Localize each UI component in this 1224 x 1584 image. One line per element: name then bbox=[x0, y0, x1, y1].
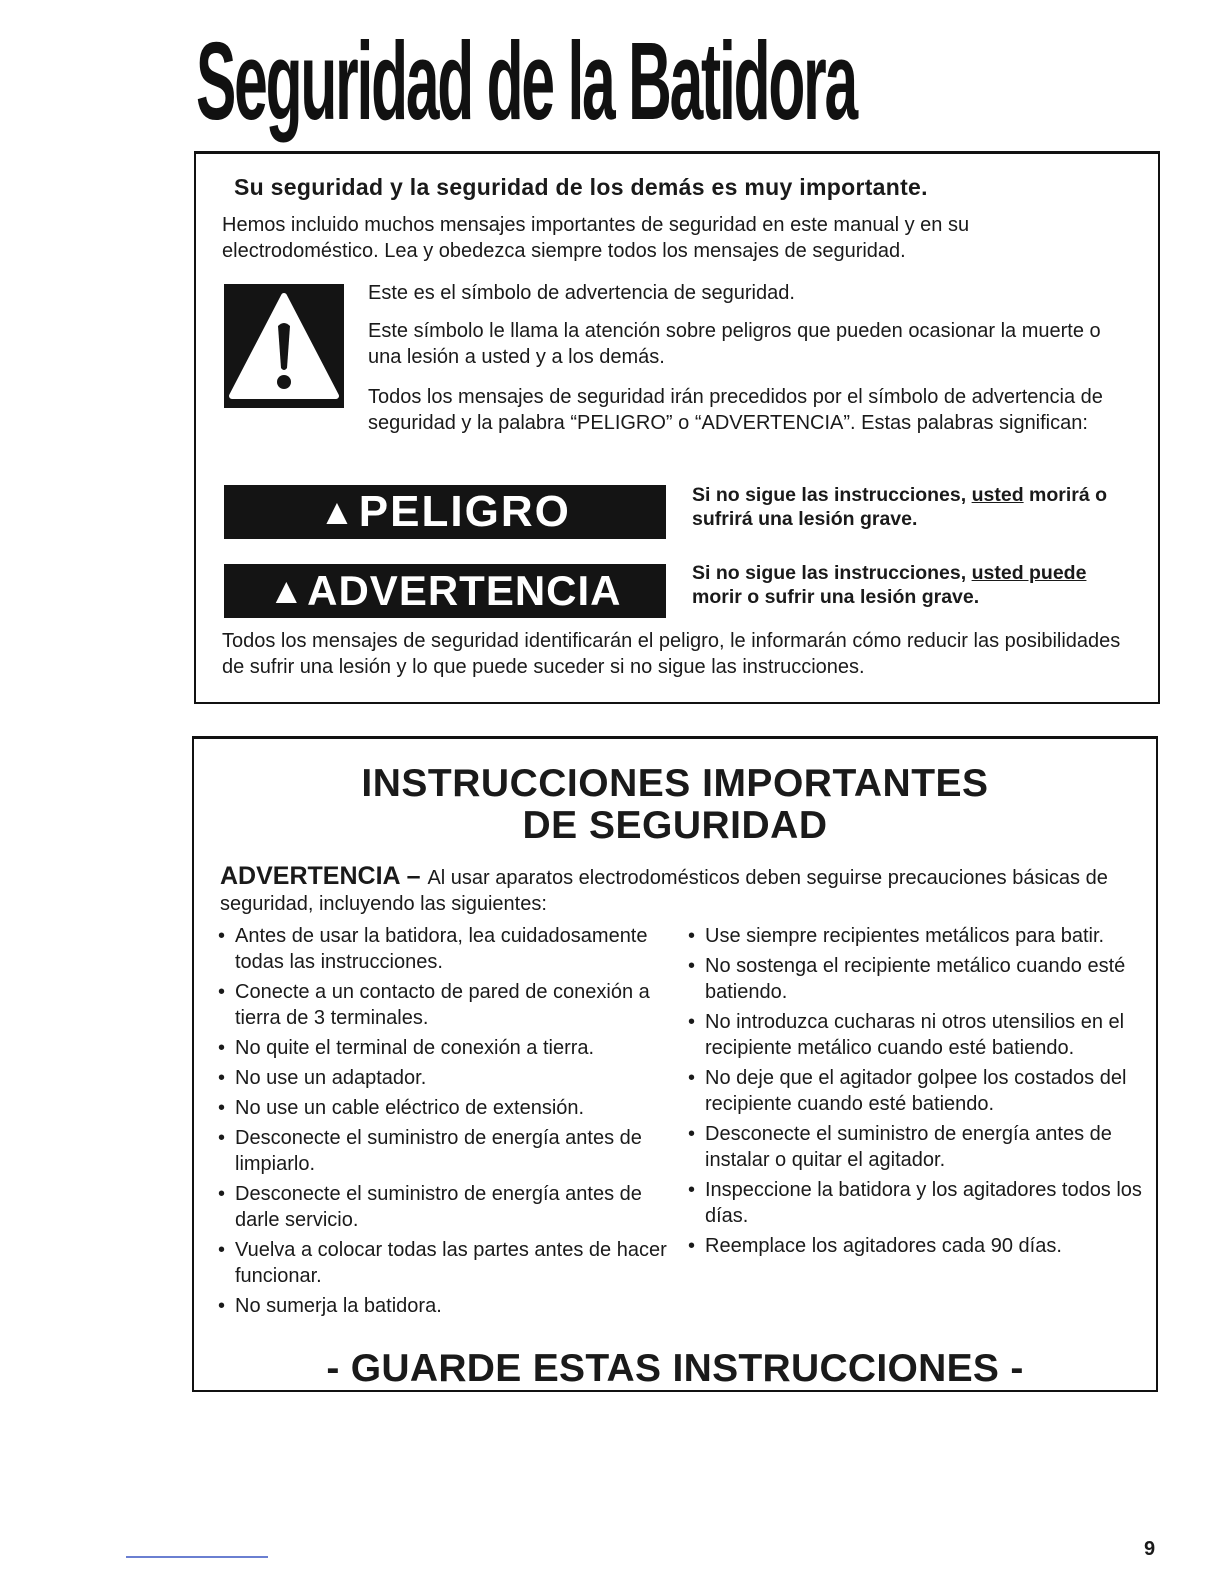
symbol-description-3: Todos los mensajes de seguridad irán precedidos por el símbolo de advertencia de seguridad y la palabra “PELIGRO” o “ADVERTENCIA”. Estas palabras significan: bbox=[368, 386, 1103, 434]
save-instructions-banner: - GUARDE ESTAS INSTRUCCIONES - bbox=[326, 1347, 1024, 1390]
list-item: • No sumerja la batidora. bbox=[218, 1293, 674, 1319]
list-item: • No quite el terminal de conexión a tierra. bbox=[218, 1035, 674, 1061]
lead-warning-word: ADVERTENCIA bbox=[220, 862, 400, 890]
list-item: • Conecte a un contacto de pared de conexión a tierra de 3 terminales. bbox=[218, 979, 674, 1031]
warning-message-start: Si no sigue las instrucciones, bbox=[692, 562, 972, 584]
list-item: • Reemplace los agitadores cada 90 días. bbox=[688, 1233, 1148, 1259]
symbol-description-2: Este símbolo le llama la atención sobre peligros que pueden ocasionar la muerte o una lesión a usted y a los demás. bbox=[368, 320, 1101, 368]
warning-signal-banner bbox=[224, 564, 666, 618]
important-instructions-box bbox=[192, 736, 1158, 1392]
warning-message-end: morir o sufrir una lesión grave. bbox=[692, 586, 980, 608]
list-item: • No use un cable eléctrico de extensión. bbox=[218, 1095, 674, 1121]
safety-footer: Todos los mensajes de seguridad identificarán el peligro, le informarán cómo reducir las posibilidades de sufrir una lesión y lo que puede suceder si no sigue las instrucciones. bbox=[222, 630, 1121, 678]
list-item: • Desconecte el suministro de energía antes de limpiarlo. bbox=[218, 1125, 674, 1177]
warning-label: ADVERTENCIA bbox=[307, 567, 622, 614]
danger-label: PELIGRO bbox=[358, 487, 571, 536]
danger-message-underlined: usted bbox=[971, 484, 1024, 506]
list-item: • Desconecte el suministro de energía antes de instalar o quitar el agitador. bbox=[688, 1121, 1148, 1173]
danger-signal-banner bbox=[224, 485, 666, 539]
warning-triangle-icon: ▲ bbox=[319, 491, 357, 532]
instructions-list-right bbox=[688, 923, 1148, 1263]
instructions-list-left bbox=[218, 923, 674, 1323]
list-item: • Use siempre recipientes metálicos para batir. bbox=[688, 923, 1148, 949]
list-item: • No deje que el agitador golpee los costados del recipiente cuando esté batiendo. bbox=[688, 1065, 1148, 1117]
footer-rule bbox=[126, 1556, 268, 1558]
list-item: • Desconecte el suministro de energía antes de darle servicio. bbox=[218, 1181, 674, 1233]
symbol-description-1: Este es el símbolo de advertencia de seguridad. bbox=[368, 282, 795, 304]
list-item: • No sostenga el recipiente metálico cuando esté batiendo. bbox=[688, 953, 1148, 1005]
warning-triangle-icon: ▲ bbox=[268, 570, 306, 611]
list-item: • No use un adaptador. bbox=[218, 1065, 674, 1091]
instructions-title bbox=[194, 763, 1156, 847]
safety-heading: Su seguridad y la seguridad de los demás es muy importante. bbox=[234, 174, 928, 200]
list-item: • No introduzca cucharas ni otros utensilios en el recipiente metálico cuando esté batiendo. bbox=[688, 1009, 1148, 1061]
page-number: 9 bbox=[1144, 1538, 1156, 1560]
danger-message-start: Si no sigue las instrucciones, bbox=[692, 484, 972, 506]
instructions-title-line1: INSTRUCCIONES IMPORTANTES bbox=[361, 762, 989, 805]
lead-text: Al usar aparatos electrodomésticos deben seguirse precauciones básicas de seguridad, incluyendo las siguientes: bbox=[220, 867, 1108, 915]
list-item: • Inspeccione la batidora y los agitadores todos los días. bbox=[688, 1177, 1148, 1229]
list-item: • Vuelva a colocar todas las partes antes de hacer funcionar. bbox=[218, 1237, 674, 1289]
danger-message bbox=[692, 483, 1132, 531]
page-title: Seguridad de la Batidora bbox=[196, 20, 856, 143]
lead-dash: – bbox=[399, 862, 428, 890]
danger-message-end: morirá o sufrirá una lesión grave. bbox=[692, 484, 1108, 530]
list-item: • Antes de usar la batidora, lea cuidadosamente todas las instrucciones. bbox=[218, 923, 674, 975]
warning-triangle-icon bbox=[224, 284, 344, 408]
safety-intro: Hemos incluido muchos mensajes importantes de seguridad en este manual y en su electrodoméstico. Lea y obedezca siempre todos los mensajes de seguridad. bbox=[222, 214, 970, 262]
warning-message-underlined: usted puede bbox=[971, 562, 1087, 584]
warning-message bbox=[692, 561, 1132, 609]
instructions-lead bbox=[220, 863, 1140, 917]
safety-message-box bbox=[194, 151, 1160, 704]
instructions-title-line2: DE SEGURIDAD bbox=[522, 804, 828, 847]
